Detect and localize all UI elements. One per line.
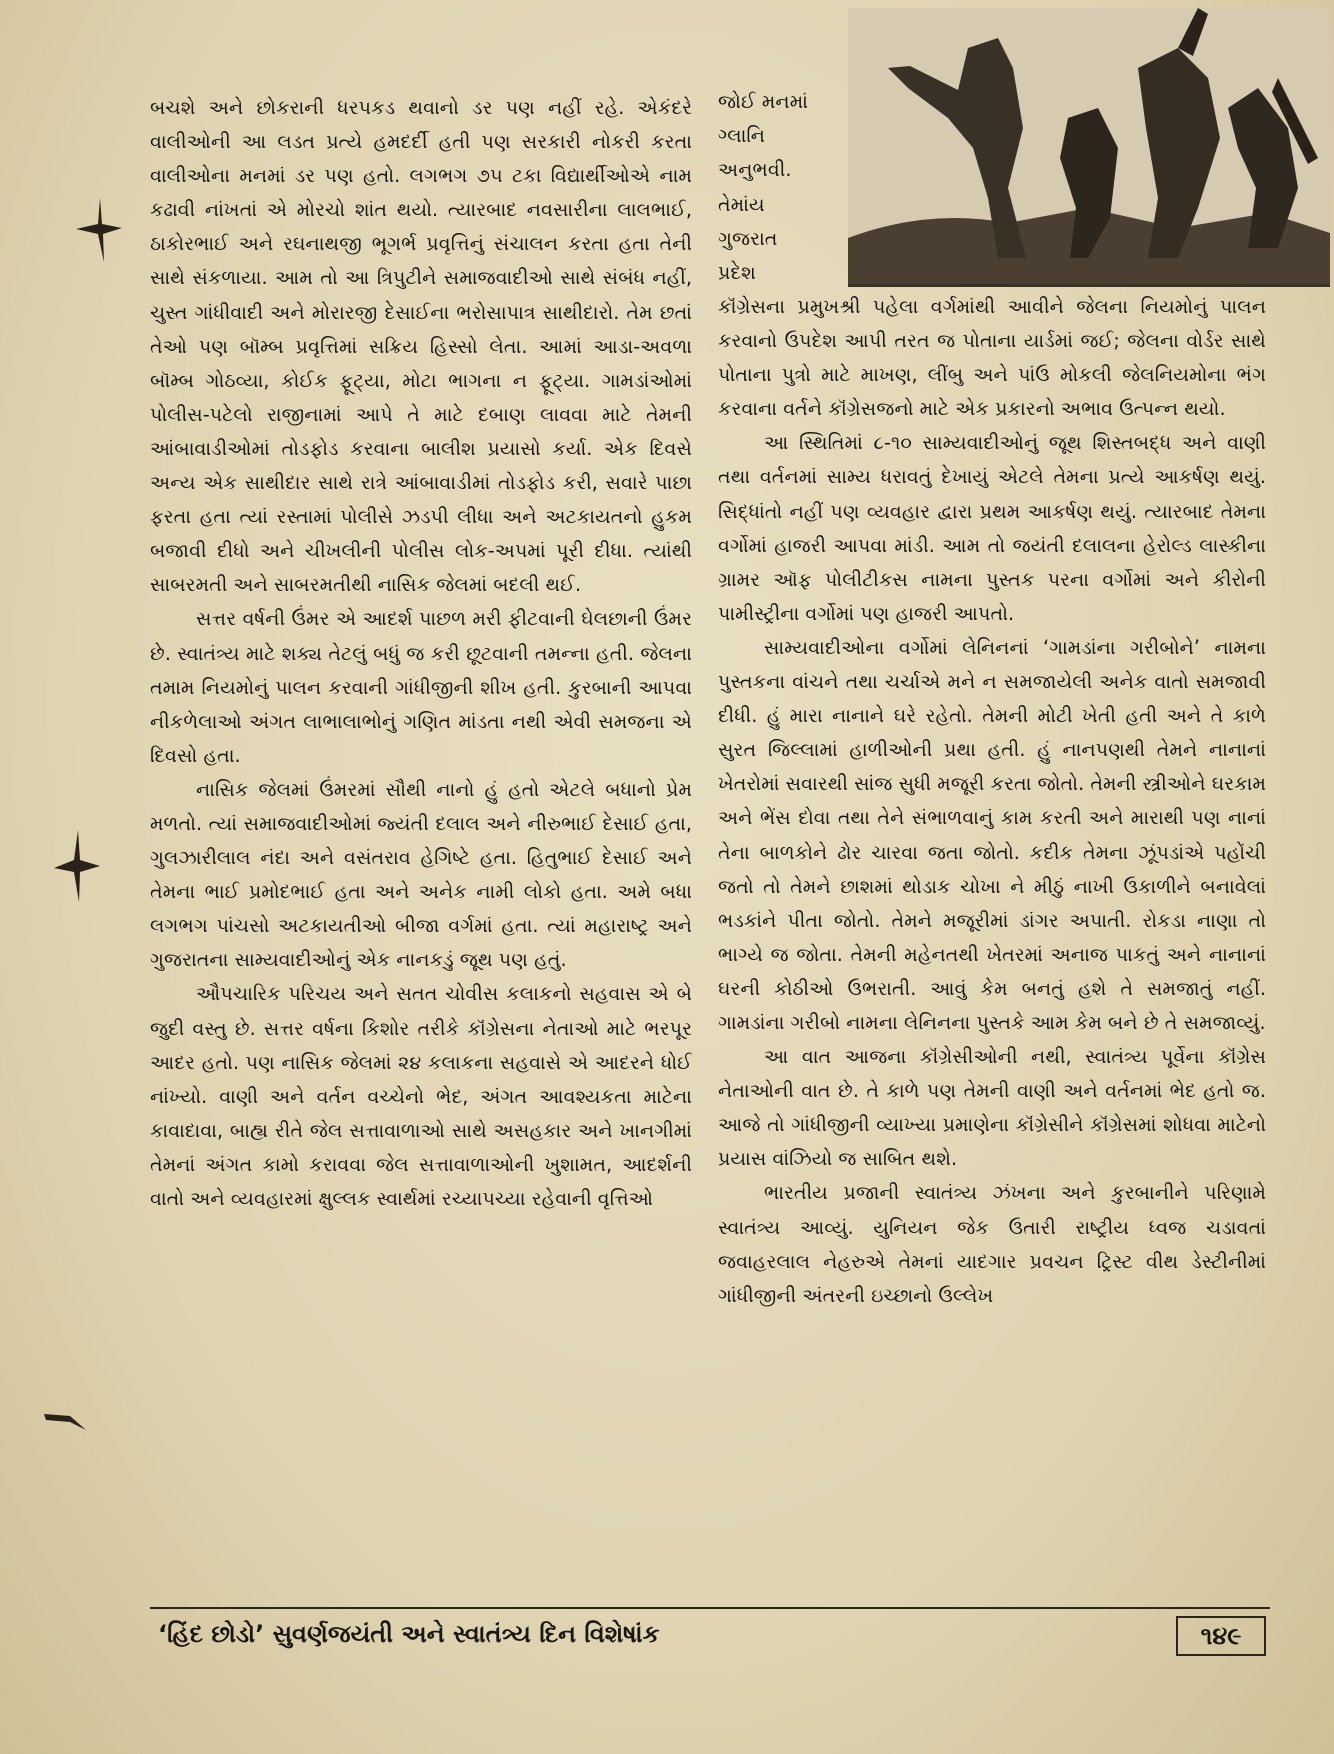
- left-column: [150, 91, 692, 1216]
- right-column: [718, 290, 1266, 1313]
- left-paragraph-4: ઔપચારિક પરિચય અને સતત ચોવીસ કલાકનો સહવાસ એ બે જુદી વસ્તુ છે. સત્તર વર્ષના કિશોર તરીકે કૉંગ્રેસના નેતાઓ માટે ભરપૂર આદર હતો. પણ નાસિક જેલમાં ૨૪ કલાકના સહવાસે એ આદરને ધોઈ નાંખ્યો. વાણી અને વર્તન વચ્ચેનો ભેદ, અંગત આવશ્યકતા માટેના કાવાદાવા, બાહ્ય રીતે જેલ સત્તાવાળાઓ સાથે અસહકાર અને ખાનગીમાં તેમનાં અંગત કામો કરાવવા જેલ સત્તાવાળાઓની ખુશામત, આદર્શની વાતો અને વ્યવહારમાં ક્ષુલ્લક સ્વાર્થમાં રચ્યાપચ્યા રહેવાની વૃત્તિઓ: [150, 982, 692, 1210]
- footer-divider: [150, 1607, 1270, 1609]
- wrap-line: અનુભવી.: [718, 158, 792, 182]
- right-column-wrap-text: [718, 85, 836, 290]
- page-number: ૧૪૯: [1176, 1616, 1266, 1656]
- binding-mark-2: [52, 830, 102, 902]
- wrap-line: ગુજરાત: [718, 226, 778, 250]
- wrap-line: પ્રદેશ: [718, 261, 756, 285]
- left-paragraph-2: સત્તર વર્ષની ઉંમર એ આદર્શ પાછળ મરી ફીટવાની ઘેલછાની ઉંમર છે. સ્વાતંત્ર્ય માટે શક્ય તેટલું બધું જ કરી છૂટવાની તમન્ના હતી. જેલના તમામ નિયમોનું પાલન કરવાની ગાંધીજીની શીખ હતી. કુરબાની આપવા નીકળેલાઓ અંગત લાભાલાભોનું ગણિત માંડતા નથી એવી સમજના એ દિવસો હતા.: [150, 607, 692, 767]
- right-paragraph-3: સામ્યવાદીઓના વર્ગોમાં લેનિનનાં ‘ગામડાંના ગરીબોને’ નામના પુસ્તકના વાંચને તથા ચર્ચાએ મને ન સમજાયેલી અનેક વાતો સમજાવી દીધી. હું મારા નાનાને ઘરે રહેતો. તેમની મોટી ખેતી હતી અને તે કાળે સુરત જિલ્લામાં હાળીઓની પ્રથા હતી. હું નાનપણથી તેમને નાનાનાં ખેતરોમાં સવારથી સાંજ સુધી મજૂરી કરતા જોતો. તેમની સ્ત્રીઓને ઘરકામ અને ભેંસ દોવા તથા તેને સંભાળવાનું કામ કરતી અને મારાથી પણ નાનાં તેના બાળકોને ઢોર ચારવા જતા જોતો. કદીક તેમના ઝૂંપડાંએ પહોંચી જતો તો તેમને છાશમાં થોડાક ચોખા ને મીઠું નાખી ઉકાળીને બનાવેલાં ભડકાંને પીતા જોતો. તેમને મજૂરીમાં ડાંગર અપાતી. રોકડા નાણા તો ભાગ્યે જ જોતા. તેમની મહેનતથી ખેતરમાં અનાજ પાકતું અને નાનાનાં ઘરની કોઠીઓ ઉભરાતી. આવું કેમ બનતું હશે તે સમજાતું નહીં. ગામડાંના ગરીબો નામના લેનિનના પુસ્તકે આમ કેમ બને છે તે સમજાવ્યું.: [718, 635, 1266, 1034]
- wrap-line: તેમાંય: [718, 192, 765, 216]
- wrap-line: ગ્લાનિ: [718, 124, 766, 148]
- right-paragraph-4: આ વાત આજના કૉંગ્રેસીઓની નથી, સ્વાતંત્ર્ય પૂર્વેના કૉંગ્રેસ નેતાઓની વાત છે. તે કાળે પણ તેમની વાણી અને વર્તનમાં ભેદ હતો જ. આજે તો ગાંધીજીની વ્યાખ્યા પ્રમાણેના કૉંગ્રેસીને કૉંગ્રેસમાં શોધવા માટેનો પ્રયાસ વાંઝિયો જ સાબિત થશે.: [718, 1045, 1266, 1171]
- right-paragraph-1: કૉંગ્રેસના પ્રમુખશ્રી પહેલા વર્ગમાંથી આવીને જેલના નિયમોનું પાલન કરવાનો ઉપદેશ આપી તરત જ પોતાના યાર્ડમાં જઈ; જેલના વોર્ડર સાથે પોતાના પુત્રો માટે માખણ, લીંબુ અને પાંઉ મોકલી જેલનિયમોના ભંગ કરવાના વર્તને કૉંગ્રેસજનો માટે એક પ્રકારનો અભાવ ઉત્પન્ન થયો.: [718, 295, 1266, 421]
- statue-photo-icon: [848, 8, 1330, 284]
- binding-mark-1: [76, 198, 124, 262]
- wrap-line: જોઈ મનમાં: [718, 90, 808, 113]
- left-paragraph-3: નાસિક જેલમાં ઉંમરમાં સૌથી નાનો હું હતો એટલે બધાનો પ્રેમ મળતો. ત્યાં સમાજવાદીઓમાં જ્યંતી દલાલ અને નીરુભાઈ દેસાઈ હતા, ગુલઝારીલાલ નંદા અને વસંતરાવ હેગિષ્ટે હતા. હિતુભાઈ દેસાઈ અને તેમના ભાઈ પ્રમોદભાઈ હતા અને અનેક નામી લોકો હતા. અમે બધા લગભગ પાંચસો અટકાયતીઓ બીજા વર્ગમાં હતા. ત્યાં મહારાષ્ટ્ર અને ગુજરાતના સામ્યવાદીઓનું એક નાનકડું જૂથ પણ હતું.: [150, 777, 692, 972]
- left-paragraph-1: બચશે અને છોકરાની ધરપકડ થવાનો ડર પણ નહીં રહે. એકંદરે વાલીઓની આ લડત પ્રત્યે હમદર્દી હતી પણ સરકારી નોકરી કરતા વાલીઓના મનમાં ડર પણ હતો. લગભગ ૭૫ ટકા વિદ્યાર્થીઓએ નામ કઢાવી નાંખતાં એ મોરચો શાંત થયો. ત્યારબાદ નવસારીના લાલભાઈ, ઠાકોરભાઈ અને રઘનાથજી ભૂગર્ભ પ્રવૃત્તિનું સંચાલન કરતા હતા તેની સાથે સંકળાયા. આમ તો આ ત્રિપુટીને સમાજવાદીઓ સાથે સંબંધ નહીં, ચુસ્ત ગાંધીવાદી અને મોરારજી દેસાઈના ભરોસાપાત્ર સાથીદારો. તેમ છતાં તેઓ પણ બૉમ્બ પ્રવૃત્તિમાં સક્રિય હિસ્સો લેતા. આમાં આડા-અવળા બૉમ્બ ગોઠવ્યા, કોઈક ફૂટ્યા, મોટા ભાગના ન ફૂટ્યા. ગામડાંઓમાં પોલીસ-પટેલો રાજીનામાં આપે તે માટે દબાણ લાવવા માટે તેમની આંબાવાડીઓમાં તોડફોડ કરવાના બાલીશ પ્રયાસો કર્યા. એક દિવસે અન્ય એક સાથીદાર સાથે રાત્રે આંબાવાડીમાં તોડફોડ કરી, સવારે પાછા ફરતા હતા ત્યાં રસ્તામાં પોલીસે ઝડપી લીધા અને અટકાયતનો હુકમ બજાવી દીધો અને ચીખલીની પોલીસ લોક-અપમાં પૂરી દીધા. ત્યાંથી સાબરમતી અને સાબરમતીથી નાસિક જેલમાં બદલી થઈ.: [150, 96, 692, 597]
- statue-photo: [848, 8, 1330, 287]
- binding-mark-3: [40, 1396, 88, 1436]
- right-paragraph-2: આ સ્થિતિમાં ૮-૧૦ સામ્યવાદીઓનું જૂથ શિસ્તબદ્ધ અને વાણી તથા વર્તનમાં સામ્ય ધરાવતું દેખાયું એટલે તેમના પ્રત્યે આકર્ષણ થયું. સિદ્ધાંતો નહીં પણ વ્યવહાર દ્વારા પ્રથમ આકર્ષણ થયું. ત્યારબાદ તેમના વર્ગોમાં હાજરી આપવા માંડી. આમ તો જયંતી દલાલના હેરોલ્ડ લાસ્કીના ગ્રામર ઑફ પોલીટીકસ નામના પુસ્તક પરના વર્ગોમાં અને કીરોની પામીસ્ટ્રીના વર્ગોમાં પણ હાજરી આપતો.: [718, 431, 1266, 625]
- footer-title: ‘હિંદ છોડો’ સુવર્ણજયંતી અને સ્વાતંત્ર્ય દિન વિશેષાંક: [158, 1620, 660, 1648]
- right-paragraph-5: ભારતીય પ્રજાની સ્વાતંત્ર્ય ઝંખના અને કુરબાનીને પરિણામે સ્વાતંત્ર્ય આવ્યું. યુનિયન જેક ઉતારી રાષ્ટ્રીય ધ્વજ ચડાવતાં જવાહરલાલ નેહરુએ તેમનાં યાદગાર પ્રવચન ટ્રિસ્ટ વીથ ડેસ્ટીનીમાં ગાંધીજીની અંતરની ઇચ્છાનો ઉલ્લેખ: [718, 1181, 1266, 1307]
